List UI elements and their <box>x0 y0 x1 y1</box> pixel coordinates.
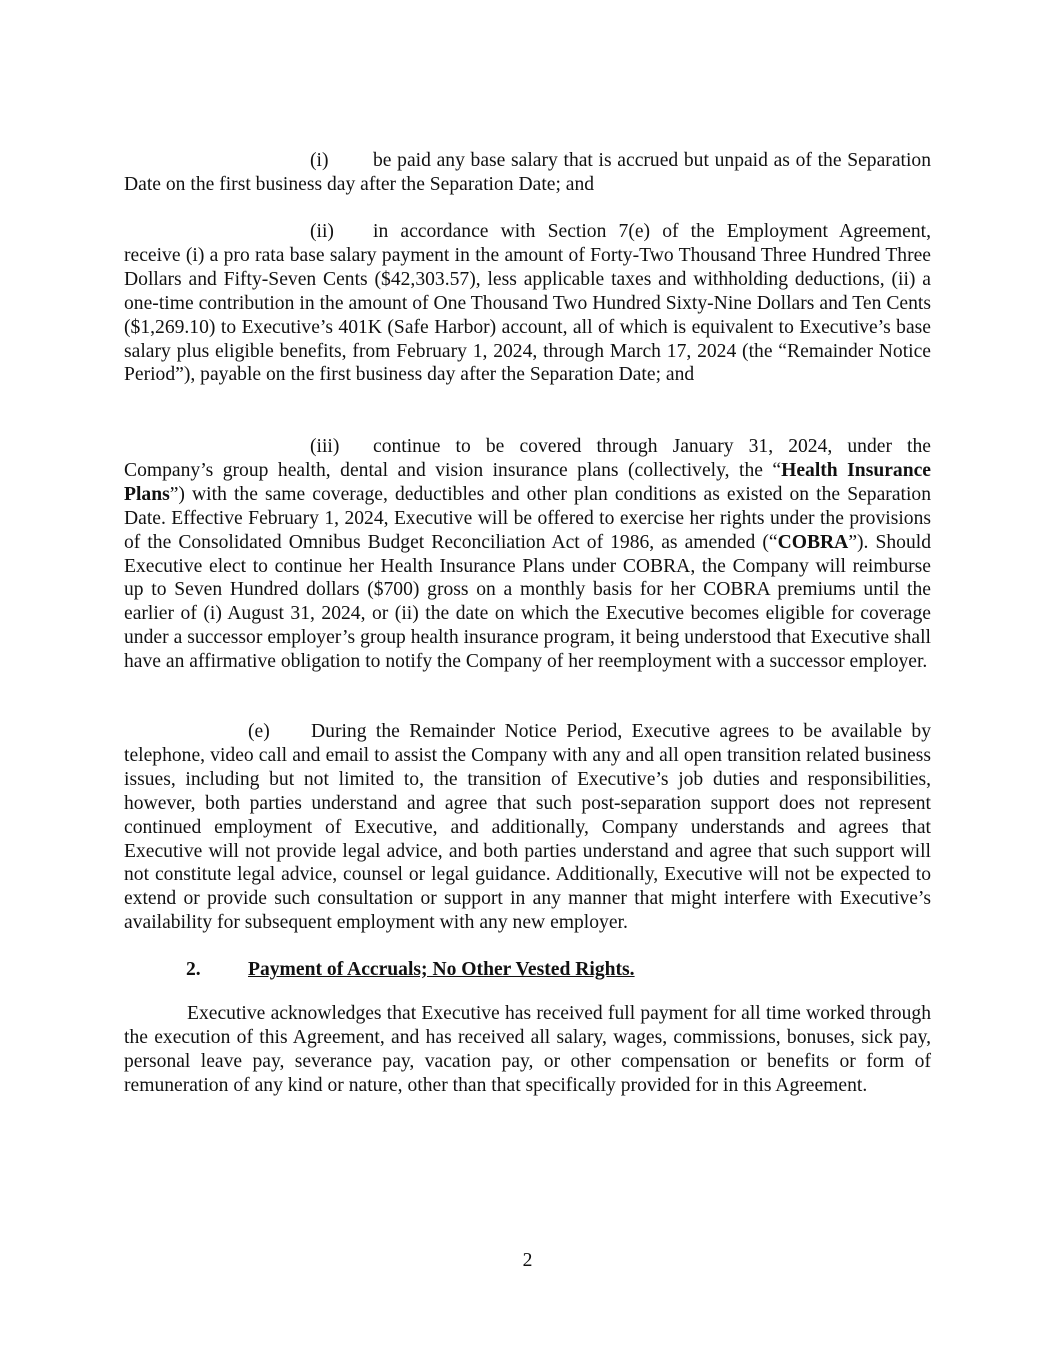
page-number: 2 <box>522 1250 533 1271</box>
paragraph-e-text: During the Remainder Notice Period, Executive agrees to be available by telephone, video call and email to assist the Company with any and all open transition related business issues, including but not limited to, the transition of Executive’s job duties and responsibilities, however, both parties understand and agree that such post-separation support does not represent continued employment of Executive, and additionally, Company understands and agrees that Executive will not provide legal advice, and both parties understand and agree that such support will not constitute legal advice, counsel or legal guidance. Additionally, Executive will not be expected to extend or provide such consultation or support in any manner that might interfere with Executive’s availability for subsequent employment with any new employer. <box>124 721 931 934</box>
paragraph-ii-text: in accordance with Section 7(e) of the Employment Agreement, receive (i) a pro rata base salary payment in the amount of Forty-Two Thousand Three Hundred Three Dollars and Fifty-Seven Cents ($42,303.57), less applicable taxes and withholding deductions, (ii) a one-time contribution in the amount of One Thousand Two Hundred Sixty-Nine Dollars and Ten Cents ($1,269.10) to Executive’s 401K (Safe Harbor) account, all of which is equivalent to Executive’s base salary plus eligible benefits, from February 1, 2024, through March 17, 2024 (the “Remainder Notice Period”), payable on the first business day after the Separation Date; and <box>124 221 931 386</box>
section-2-body <box>124 1002 931 1098</box>
paragraph-ii <box>124 220 931 387</box>
paragraph-iii-text-b: ”) with the same coverage, deductibles and other plan conditions as existed on the Separation Date. Effective February 1, 2024, Executive will be offered to exercise her rights under the provisions of the Consolidated Omnibus Budget Reconciliation Act of 1986, as amended (“ <box>124 483 931 553</box>
section-2-body-text: Executive acknowledges that Executive has received full payment for all time worked through the execution of this Agreement, and has received all salary, wages, commissions, bonuses, sick pay, personal leave pay, severance pay, vacation pay, or other compensation or benefits or form of remuneration of any kind or nature, other than that specifically provided for in this Agreement. <box>124 1003 931 1096</box>
section-2-title: Payment of Accruals; No Other Vested Rights. <box>248 959 635 980</box>
paragraph-iii <box>124 435 931 674</box>
paragraph-ii-number: (ii) <box>310 221 334 242</box>
paragraph-i-number: (i) <box>310 150 329 171</box>
section-2-heading <box>186 958 635 982</box>
defined-term-health-insurance-plans: Health Insurance Plans <box>124 459 932 505</box>
paragraph-e <box>124 720 931 935</box>
defined-term-cobra: COBRA <box>777 531 849 553</box>
paragraph-iii-text-a: continue to be covered through January 31, 2024, under the Company’s group health, dental and vision insurance plans (collectively, the “ <box>124 436 931 481</box>
section-2-number: 2. <box>186 959 201 980</box>
paragraph-iii-text-c: ”). Should Executive elect to continue her Health Insurance Plans under COBRA, the Company will reimburse up to Seven Hundred dollars ($700) gross on a monthly basis for her COBRA premiums until the earlier of (i) August 31, 2024, or (ii) the date on which the Executive becomes eligible for coverage under a successor employer’s group health insurance program, it being understood that Executive shall have an affirmative obligation to notify the Company of her reemployment with a successor employer. <box>124 531 932 673</box>
paragraph-i <box>124 149 931 197</box>
paragraph-iii-number: (iii) <box>310 436 340 457</box>
paragraph-e-number: (e) <box>248 721 270 742</box>
paragraph-i-text: be paid any base salary that is accrued but unpaid as of the Separation Date on the first business day after the Separation Date; and <box>124 150 931 195</box>
